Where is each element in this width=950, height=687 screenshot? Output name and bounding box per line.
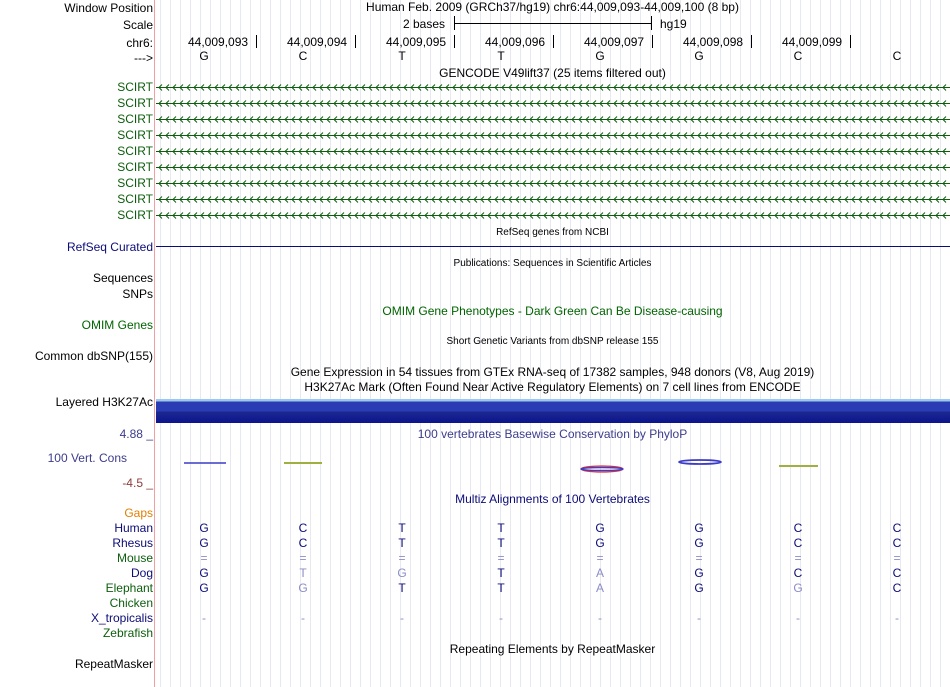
gencode-transcript[interactable] <box>156 113 950 126</box>
base: C <box>298 49 308 63</box>
window-position-label[interactable]: Window Position <box>64 1 153 15</box>
alignment-base: T <box>299 566 307 580</box>
alignment-base: G <box>595 536 605 550</box>
gencode-transcript[interactable] <box>156 209 950 222</box>
alignment-base: T <box>497 581 505 595</box>
conservation-max-value: 4.88 _ <box>119 427 153 441</box>
gencode-item-label[interactable]: SCIRT <box>117 192 153 206</box>
gencode-transcript[interactable] <box>156 97 950 110</box>
alignment-base: - <box>202 611 206 625</box>
h3k27ac-signal[interactable] <box>156 399 950 423</box>
gencode-item-label[interactable]: SCIRT <box>117 160 153 174</box>
conservation-min-value: -4.5 _ <box>122 476 153 490</box>
alignment-base: A <box>595 566 604 580</box>
scale-assembly: hg19 <box>660 17 687 31</box>
coordinate-tick-mark <box>454 35 455 48</box>
alignment-row <box>0 626 950 640</box>
window-position-value: Human Feb. 2009 (GRCh37/hg19) chr6:44,009,093-44,009,100 (8 bp) <box>366 0 739 14</box>
alignment-species-label[interactable]: Chicken <box>109 596 153 610</box>
base: G <box>199 49 209 63</box>
repeatmasker-track-title: Repeating Elements by RepeatMasker <box>449 642 656 656</box>
gencode-item-label[interactable]: SCIRT <box>117 144 153 158</box>
alignment-base: = <box>497 551 505 565</box>
gaps-label[interactable]: Gaps <box>124 506 153 520</box>
alignment-base: G <box>199 521 209 535</box>
alignment-species-label[interactable]: Rhesus <box>112 536 153 550</box>
alignment-base: - <box>598 611 602 625</box>
dbsnp-label[interactable]: Common dbSNP(155) <box>34 349 153 363</box>
alignment-row <box>0 596 950 610</box>
scale-bar <box>454 23 652 24</box>
scale-value: 2 bases <box>403 17 446 31</box>
alignment-base: T <box>398 536 406 550</box>
alignment-species-label[interactable]: Mouse <box>116 551 153 565</box>
alignment-base: G <box>199 536 209 550</box>
alignment-base: G <box>694 566 704 580</box>
alignment-base: G <box>595 521 605 535</box>
alignment-base: C <box>892 521 902 535</box>
alignment-base: = <box>299 551 307 565</box>
alignment-base: G <box>793 581 803 595</box>
coordinate-tick: 44,009,095 <box>386 35 447 49</box>
alignment-base: G <box>298 581 308 595</box>
coordinate-ruler <box>0 35 950 49</box>
alignment-base: = <box>200 551 208 565</box>
base-row <box>0 49 950 63</box>
publications-track-title: Publications: Sequences in Scientific Articles <box>453 258 652 269</box>
alignment-base: C <box>298 536 308 550</box>
coordinate-tick-mark <box>355 35 356 48</box>
coordinate-tick: 44,009,098 <box>683 35 744 49</box>
alignment-row <box>0 551 950 565</box>
coordinate-tick: 44,009,096 <box>485 35 546 49</box>
alignment-base: = <box>794 551 802 565</box>
alignment-base: - <box>796 611 800 625</box>
gencode-item-label[interactable]: SCIRT <box>117 176 153 190</box>
alignment-base: C <box>892 566 902 580</box>
alignment-base: T <box>497 536 505 550</box>
gencode-transcript[interactable] <box>156 145 950 158</box>
coordinate-tick: 44,009,093 <box>188 35 249 49</box>
alignment-base: = <box>596 551 604 565</box>
alignment-base: = <box>398 551 406 565</box>
gencode-item-label[interactable]: SCIRT <box>117 128 153 142</box>
gencode-transcript[interactable] <box>156 81 950 94</box>
alignment-species-label[interactable]: Zebrafish <box>102 626 153 640</box>
strand-label[interactable]: ---> <box>134 51 153 65</box>
alignment-base: T <box>398 581 406 595</box>
alignment-base: - <box>400 611 404 625</box>
alignment-base: - <box>697 611 701 625</box>
alignment-base: C <box>892 581 902 595</box>
alignment-base: G <box>397 566 407 580</box>
alignment-row <box>0 581 950 595</box>
alignment-row <box>0 611 950 625</box>
base: C <box>892 49 902 63</box>
omim-track-title: OMIM Gene Phenotypes - Dark Green Can Be Disease-causing <box>382 304 723 318</box>
refseq-gene-line[interactable] <box>156 246 950 247</box>
coordinate-tick: 44,009,099 <box>782 35 843 49</box>
alignment-base: C <box>793 521 803 535</box>
refseq-track-title: RefSeq genes from NCBI <box>496 227 609 238</box>
gtex-track-title: Gene Expression in 54 tissues from GTEx RNA-seq of 17382 samples, 948 donors (V8, Aug 2019) <box>290 365 815 379</box>
alignment-species-label[interactable]: Human <box>114 521 153 535</box>
coordinate-tick: 44,009,094 <box>287 35 348 49</box>
gencode-transcript[interactable] <box>156 193 950 206</box>
alignment-base: T <box>497 521 505 535</box>
gencode-transcript[interactable] <box>156 161 950 174</box>
snps-label[interactable]: SNPs <box>122 287 153 301</box>
scale-label[interactable]: Scale <box>122 18 153 32</box>
conservation-track-title: 100 vertebrates Basewise Conservation by PhyloP <box>417 427 688 441</box>
alignment-base: G <box>199 566 209 580</box>
alignment-base: C <box>892 536 902 550</box>
coordinate-tick-mark <box>256 35 257 48</box>
coordinate-tick-mark <box>850 35 851 48</box>
base: T <box>398 49 406 63</box>
gencode-item-label[interactable]: SCIRT <box>117 208 153 222</box>
chrom-label[interactable]: chr6: <box>126 36 153 50</box>
coordinate-tick-mark <box>652 35 653 48</box>
alignment-species-label[interactable]: Elephant <box>105 581 153 595</box>
base: G <box>595 49 605 63</box>
conservation-plot[interactable] <box>156 452 950 476</box>
omim-label[interactable]: OMIM Genes <box>81 318 153 332</box>
gencode-item-label[interactable]: SCIRT <box>117 96 153 110</box>
base: C <box>793 49 803 63</box>
coordinate-tick-mark <box>553 35 554 48</box>
alignment-base: A <box>595 581 604 595</box>
repeatmasker-label[interactable]: RepeatMasker <box>74 657 153 671</box>
alignment-base: - <box>895 611 899 625</box>
gencode-item-label[interactable]: SCIRT <box>117 80 153 94</box>
alignment-base: C <box>793 566 803 580</box>
base: T <box>497 49 505 63</box>
base: G <box>694 49 704 63</box>
h3k27ac-label[interactable]: Layered H3K27Ac <box>55 395 153 409</box>
alignment-base: C <box>793 536 803 550</box>
alignment-base: = <box>695 551 703 565</box>
alignment-base: G <box>199 581 209 595</box>
conservation-bar <box>581 468 623 471</box>
alignment-base: - <box>301 611 305 625</box>
scale-bar-right-tick <box>651 16 652 30</box>
multiz-track-title: Multiz Alignments of 100 Vertebrates <box>455 492 650 506</box>
alignment-base: T <box>497 566 505 580</box>
alignment-row <box>0 536 950 550</box>
alignment-species-label[interactable]: Dog <box>130 566 153 580</box>
alignment-base: - <box>499 611 503 625</box>
alignment-species-label[interactable]: X_tropicalis <box>90 611 153 625</box>
gencode-transcript[interactable] <box>156 177 950 190</box>
gencode-item-label[interactable]: SCIRT <box>117 112 153 126</box>
conservation-label[interactable]: 100 Vert. Cons <box>47 451 127 465</box>
alignment-base: G <box>694 581 704 595</box>
alignment-base: G <box>694 536 704 550</box>
h3k27ac-track-title: H3K27Ac Mark (Often Found Near Active Regulatory Elements) on 7 cell lines from ENCODE <box>304 380 801 394</box>
dbsnp-track-title: Short Genetic Variants from dbSNP release 155 <box>446 336 659 347</box>
alignment-base: T <box>398 521 406 535</box>
sequences-label[interactable]: Sequences <box>92 271 153 285</box>
gencode-track-title: GENCODE V49lift37 (25 items filtered out) <box>439 66 666 80</box>
alignment-base: = <box>893 551 901 565</box>
refseq-label[interactable]: RefSeq Curated <box>66 240 153 254</box>
coordinate-tick-mark <box>751 35 752 48</box>
conservation-bar <box>679 460 721 464</box>
alignment-base: G <box>694 521 704 535</box>
alignment-base: C <box>298 521 308 535</box>
coordinate-tick: 44,009,097 <box>584 35 645 49</box>
alignment-row <box>0 521 950 535</box>
alignment-row <box>0 566 950 580</box>
gencode-transcript[interactable] <box>156 129 950 142</box>
